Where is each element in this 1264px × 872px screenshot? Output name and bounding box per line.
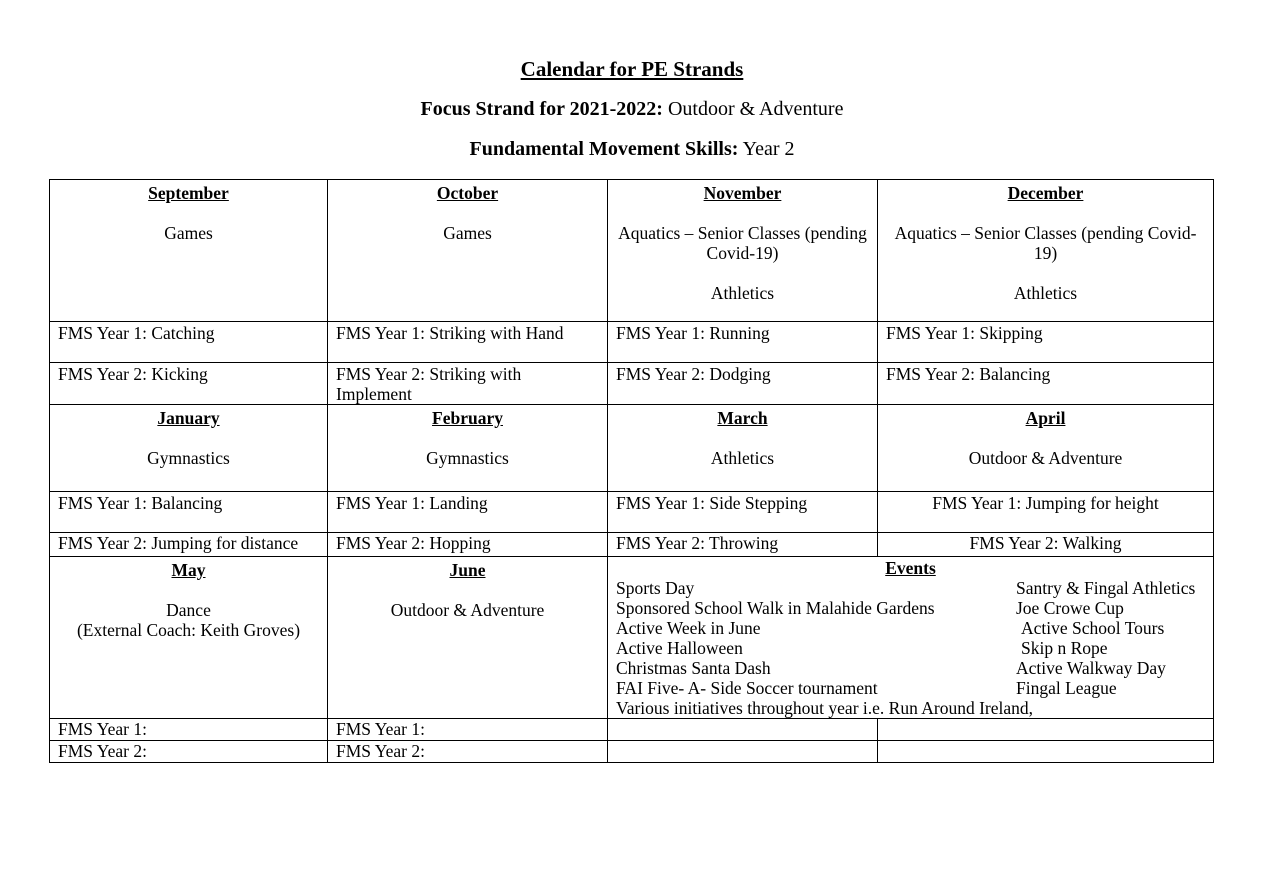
- fms-y1-september: FMS Year 1: Catching: [50, 322, 328, 363]
- event-item: Joe Crowe Cup: [1016, 598, 1124, 618]
- focus-strand-value: Outdoor & Adventure: [667, 98, 844, 120]
- term1-fms-year2-row: [50, 363, 1214, 405]
- term3-fms-year2-row: [50, 741, 1214, 763]
- events-list-right: [1016, 578, 1195, 698]
- focus-strand-label: Focus Strand for 2021-2022:: [420, 98, 663, 120]
- fms-y1-november: FMS Year 1: Running: [608, 322, 878, 363]
- fms-y1-june: FMS Year 1:: [328, 719, 608, 741]
- event-item: Fingal League: [1016, 678, 1117, 698]
- strand-may-dance: Dance: [166, 600, 211, 620]
- fms-y1-january: FMS Year 1: Balancing: [50, 492, 328, 533]
- fms-y1-october: FMS Year 1: Striking with Hand: [328, 322, 608, 363]
- fms-year-label: Fundamental Movement Skills:: [469, 138, 739, 160]
- month-header-october: October: [436, 183, 499, 203]
- fms-year-line: [0, 138, 1264, 161]
- term2-months-row: [50, 405, 1214, 492]
- fms-y1-december: FMS Year 1: Skipping: [878, 322, 1214, 363]
- fms-y1-may: FMS Year 1:: [50, 719, 328, 741]
- month-cell-june: [328, 557, 608, 719]
- month-header-may: May: [171, 560, 206, 580]
- month-header-november: November: [703, 183, 782, 203]
- strand-september: Games: [164, 223, 213, 243]
- events-header: Events: [885, 558, 936, 578]
- strand-june: Outdoor & Adventure: [390, 600, 545, 620]
- strand-november-aquatics: Aquatics – Senior Classes (pending Covid-19): [618, 223, 867, 263]
- strand-may-coach: (External Coach: Keith Groves): [76, 620, 301, 640]
- month-header-april: April: [1025, 408, 1066, 428]
- fms-y2-june: FMS Year 2:: [328, 741, 608, 763]
- month-header-june: June: [449, 560, 486, 580]
- fms-year-value: Year 2: [742, 138, 795, 160]
- fms-y2-march: FMS Year 2: Throwing: [608, 533, 878, 557]
- month-header-march: March: [717, 408, 768, 428]
- event-item: Active Walkway Day: [1016, 658, 1166, 678]
- strand-april: Outdoor & Adventure: [968, 448, 1123, 468]
- month-cell-april: [878, 405, 1214, 492]
- strand-october: Games: [443, 223, 492, 243]
- month-cell-november: [608, 180, 878, 322]
- strand-december-athletics: Athletics: [1013, 283, 1078, 303]
- fms-y1-february: FMS Year 1: Landing: [328, 492, 608, 533]
- fms-y1-april: FMS Year 1: Jumping for height: [878, 492, 1214, 533]
- month-cell-december: [878, 180, 1214, 322]
- month-header-september: September: [148, 183, 229, 203]
- event-item: Sponsored School Walk in Malahide Gardens: [616, 598, 935, 618]
- term3-fms-year1-row: [50, 719, 1214, 741]
- month-cell-march: [608, 405, 878, 492]
- strand-december-aquatics: Aquatics – Senior Classes (pending Covid-19): [894, 223, 1197, 263]
- event-item: Active School Tours: [1021, 618, 1165, 638]
- empty-cell: [608, 719, 878, 741]
- event-item: Active Halloween: [616, 638, 743, 658]
- event-item: Sports Day: [616, 578, 695, 598]
- event-item: Active Week in June: [616, 618, 761, 638]
- month-cell-january: [50, 405, 328, 492]
- month-cell-october: [328, 180, 608, 322]
- events-body: [616, 578, 1205, 718]
- term1-fms-year1-row: [50, 322, 1214, 363]
- fms-y2-november: FMS Year 2: Dodging: [608, 363, 878, 405]
- event-item: Skip n Rope: [1021, 638, 1108, 658]
- term1-months-row: [50, 180, 1214, 322]
- strand-november-athletics: Athletics: [710, 283, 775, 303]
- event-item: Santry & Fingal Athletics: [1016, 578, 1196, 598]
- empty-cell: [608, 741, 878, 763]
- month-cell-september: [50, 180, 328, 322]
- month-header-january: January: [157, 408, 220, 428]
- fms-y2-december: FMS Year 2: Balancing: [878, 363, 1214, 405]
- term3-months-row: [50, 557, 1214, 719]
- strand-february: Gymnastics: [426, 448, 509, 468]
- month-cell-february: [328, 405, 608, 492]
- fms-y2-january: FMS Year 2: Jumping for distance: [50, 533, 328, 557]
- strand-march: Athletics: [710, 448, 775, 468]
- fms-y1-march: FMS Year 1: Side Stepping: [608, 492, 878, 533]
- month-header-february: February: [432, 408, 503, 428]
- fms-y2-october: [328, 363, 608, 405]
- term2-fms-year2-row: [50, 533, 1214, 557]
- month-header-december: December: [1007, 183, 1084, 203]
- fms-y2-april: FMS Year 2: Walking: [878, 533, 1214, 557]
- month-cell-may: [50, 557, 328, 719]
- events-cell: [608, 557, 1214, 719]
- page-title: Calendar for PE Strands: [520, 57, 744, 81]
- event-item: FAI Five- A- Side Soccer tournament: [616, 678, 878, 698]
- empty-cell: [878, 741, 1214, 763]
- fms-y2-february: FMS Year 2: Hopping: [328, 533, 608, 557]
- event-item: Christmas Santa Dash: [616, 658, 771, 678]
- term2-fms-year1-row: [50, 492, 1214, 533]
- empty-cell: [878, 719, 1214, 741]
- pe-strands-calendar-table: [49, 179, 1214, 763]
- fms-y2-may: FMS Year 2:: [50, 741, 328, 763]
- focus-strand-line: [0, 98, 1264, 121]
- event-item: Various initiatives throughout year i.e. Run Around Ireland,: [616, 698, 1034, 718]
- strand-january: Gymnastics: [147, 448, 230, 468]
- fms-y2-october-text: FMS Year 2: Striking with Implement: [336, 364, 522, 404]
- fms-y2-september: FMS Year 2: Kicking: [50, 363, 328, 405]
